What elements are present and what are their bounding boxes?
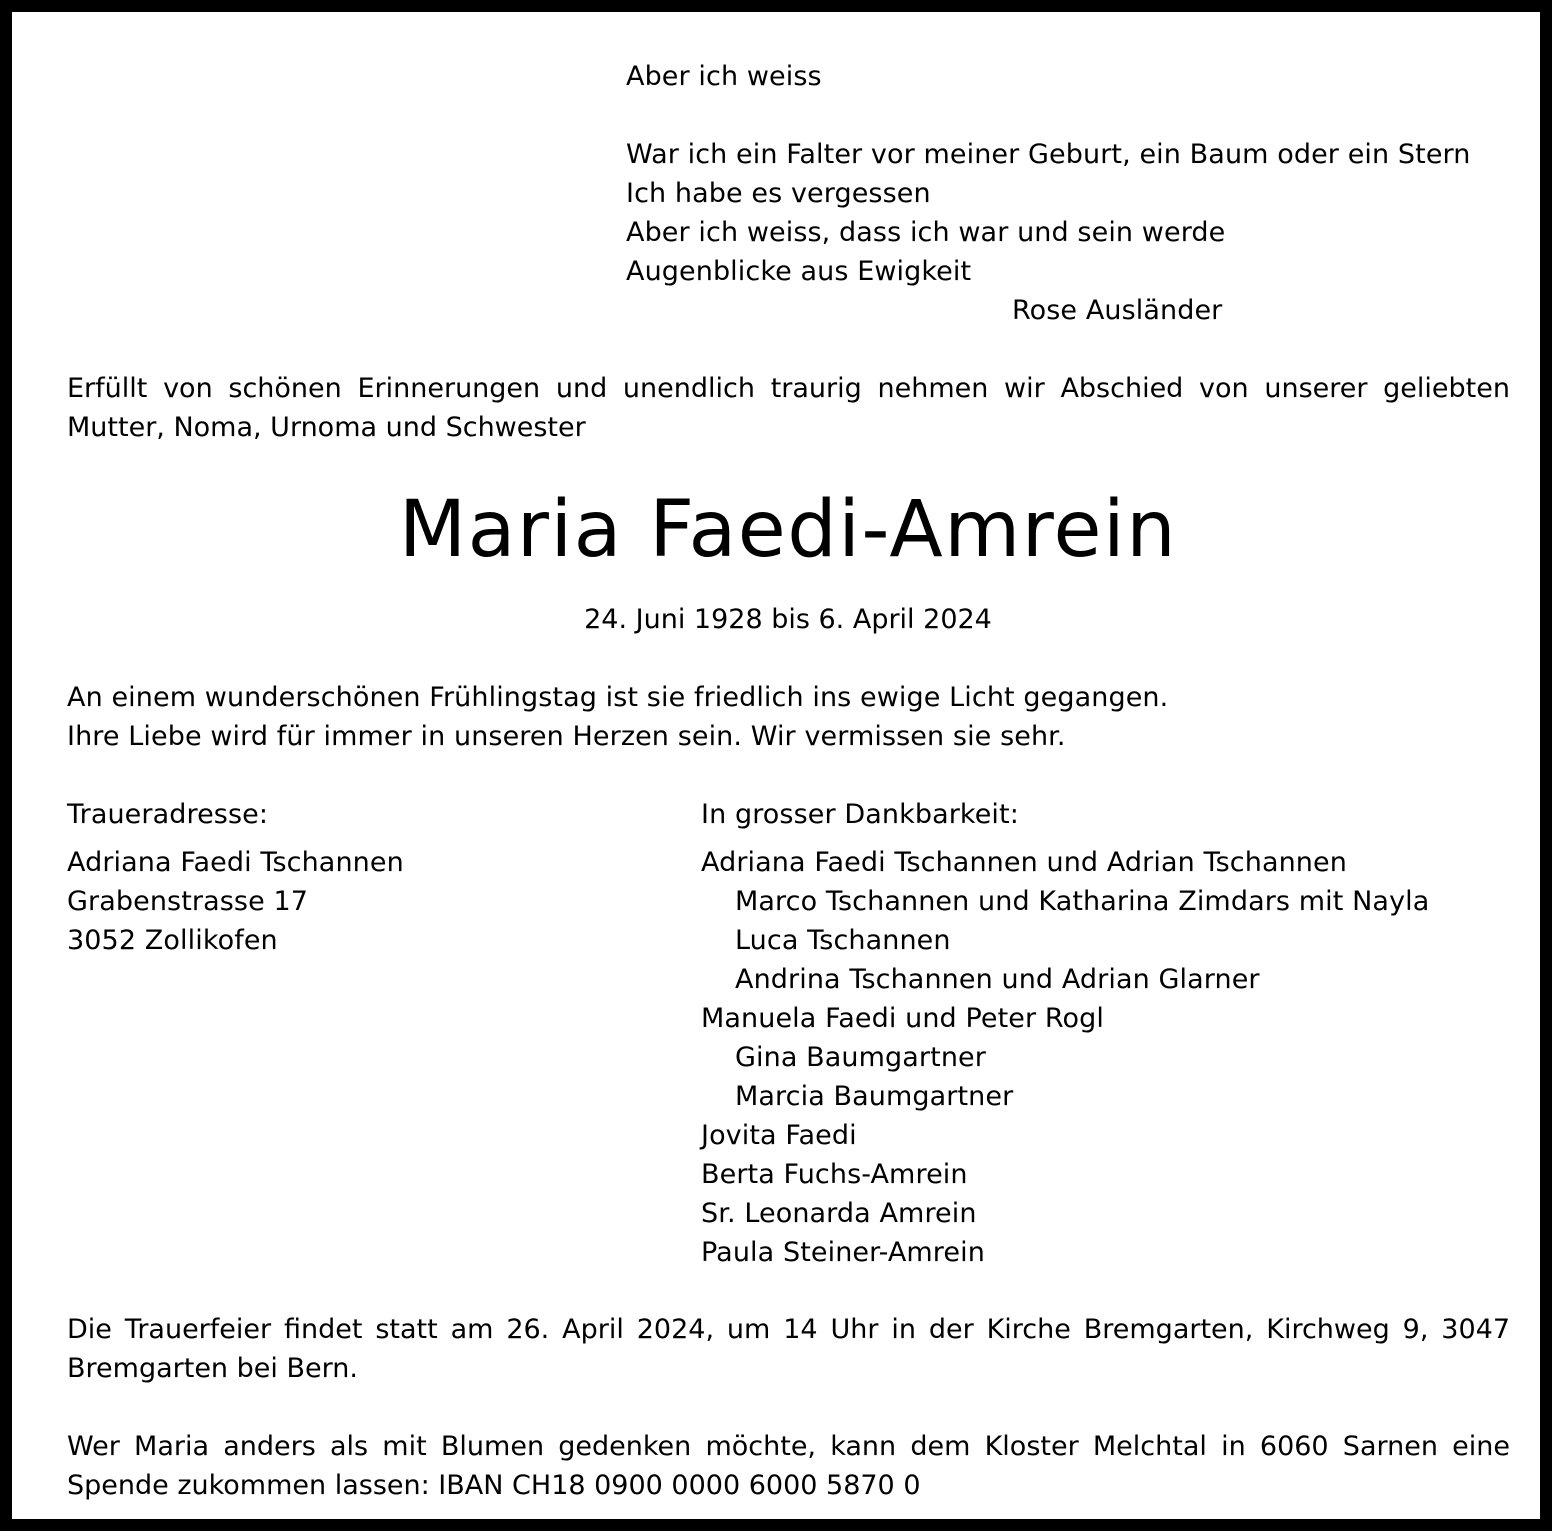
address-line: 3052 Zollikofen: [67, 925, 278, 956]
address-line: Adriana Faedi Tschannen: [67, 847, 404, 878]
life-dates: 24. Juni 1928 bis 6. April 2024: [584, 604, 992, 635]
poem-line: Augenblicke aus Ewigkeit: [626, 256, 972, 287]
address-line: Grabenstrasse 17: [67, 886, 309, 917]
poem-line: Aber ich weiss, dass ich war und sein werde: [626, 217, 1226, 248]
mourner-entry: Marco Tschannen und Katharina Zimdars mit Nayla: [735, 886, 1430, 917]
mourners-heading: In grosser Dankbarkeit:: [701, 799, 1019, 830]
intro-paragraph: Erfüllt von schönen Erinnerungen und unendlich traurig nehmen wir Abschied von unserer geliebten Mutter, Noma, Urnoma und Schwester: [67, 373, 1510, 443]
mourner-entry: Marcia Baumgartner: [735, 1081, 1014, 1112]
poem-title: Aber ich weiss: [626, 61, 822, 92]
mourner-entry: Berta Fuchs-Amrein: [701, 1159, 968, 1190]
mourner-entry: Luca Tschannen: [735, 925, 951, 956]
mourner-entry: Jovita Faedi: [701, 1120, 857, 1151]
poem-author: Rose Ausländer: [1012, 295, 1223, 326]
mourner-entry: Sr. Leonarda Amrein: [701, 1198, 977, 1229]
poem-line: Ich habe es vergessen: [626, 178, 931, 209]
mourner-entry: Paula Steiner-Amrein: [701, 1237, 985, 1268]
message-line: Ihre Liebe wird für immer in unseren Herzen sein. Wir vermissen sie sehr.: [67, 721, 1066, 752]
mourner-entry: Manuela Faedi und Peter Rogl: [701, 1003, 1105, 1034]
donation-paragraph: Wer Maria anders als mit Blumen gedenken möchte, kann dem Kloster Melchtal in 6060 Sarnen eine Spende zukommen lassen: IBAN CH18 0900 0000 6000 5870 0: [67, 1431, 1510, 1501]
mourner-entry: Adriana Faedi Tschannen und Adrian Tschannen: [701, 847, 1347, 878]
deceased-name: Maria Faedi-Amrein: [398, 485, 1178, 575]
ceremony-paragraph: Die Trauerfeier findet statt am 26. April 2024, um 14 Uhr in der Kirche Bremgarten, Kirchweg 9, 3047 Bremgarten bei Bern.: [67, 1314, 1510, 1384]
mourner-entry: Gina Baumgartner: [735, 1042, 986, 1073]
mourner-entry: Andrina Tschannen und Adrian Glarner: [735, 964, 1260, 995]
poem-line: War ich ein Falter vor meiner Geburt, ein Baum oder ein Stern: [626, 139, 1471, 170]
address-heading: Traueradresse:: [67, 799, 269, 830]
message-line: An einem wunderschönen Frühlingstag ist sie friedlich ins ewige Licht gegangen.: [67, 682, 1169, 713]
